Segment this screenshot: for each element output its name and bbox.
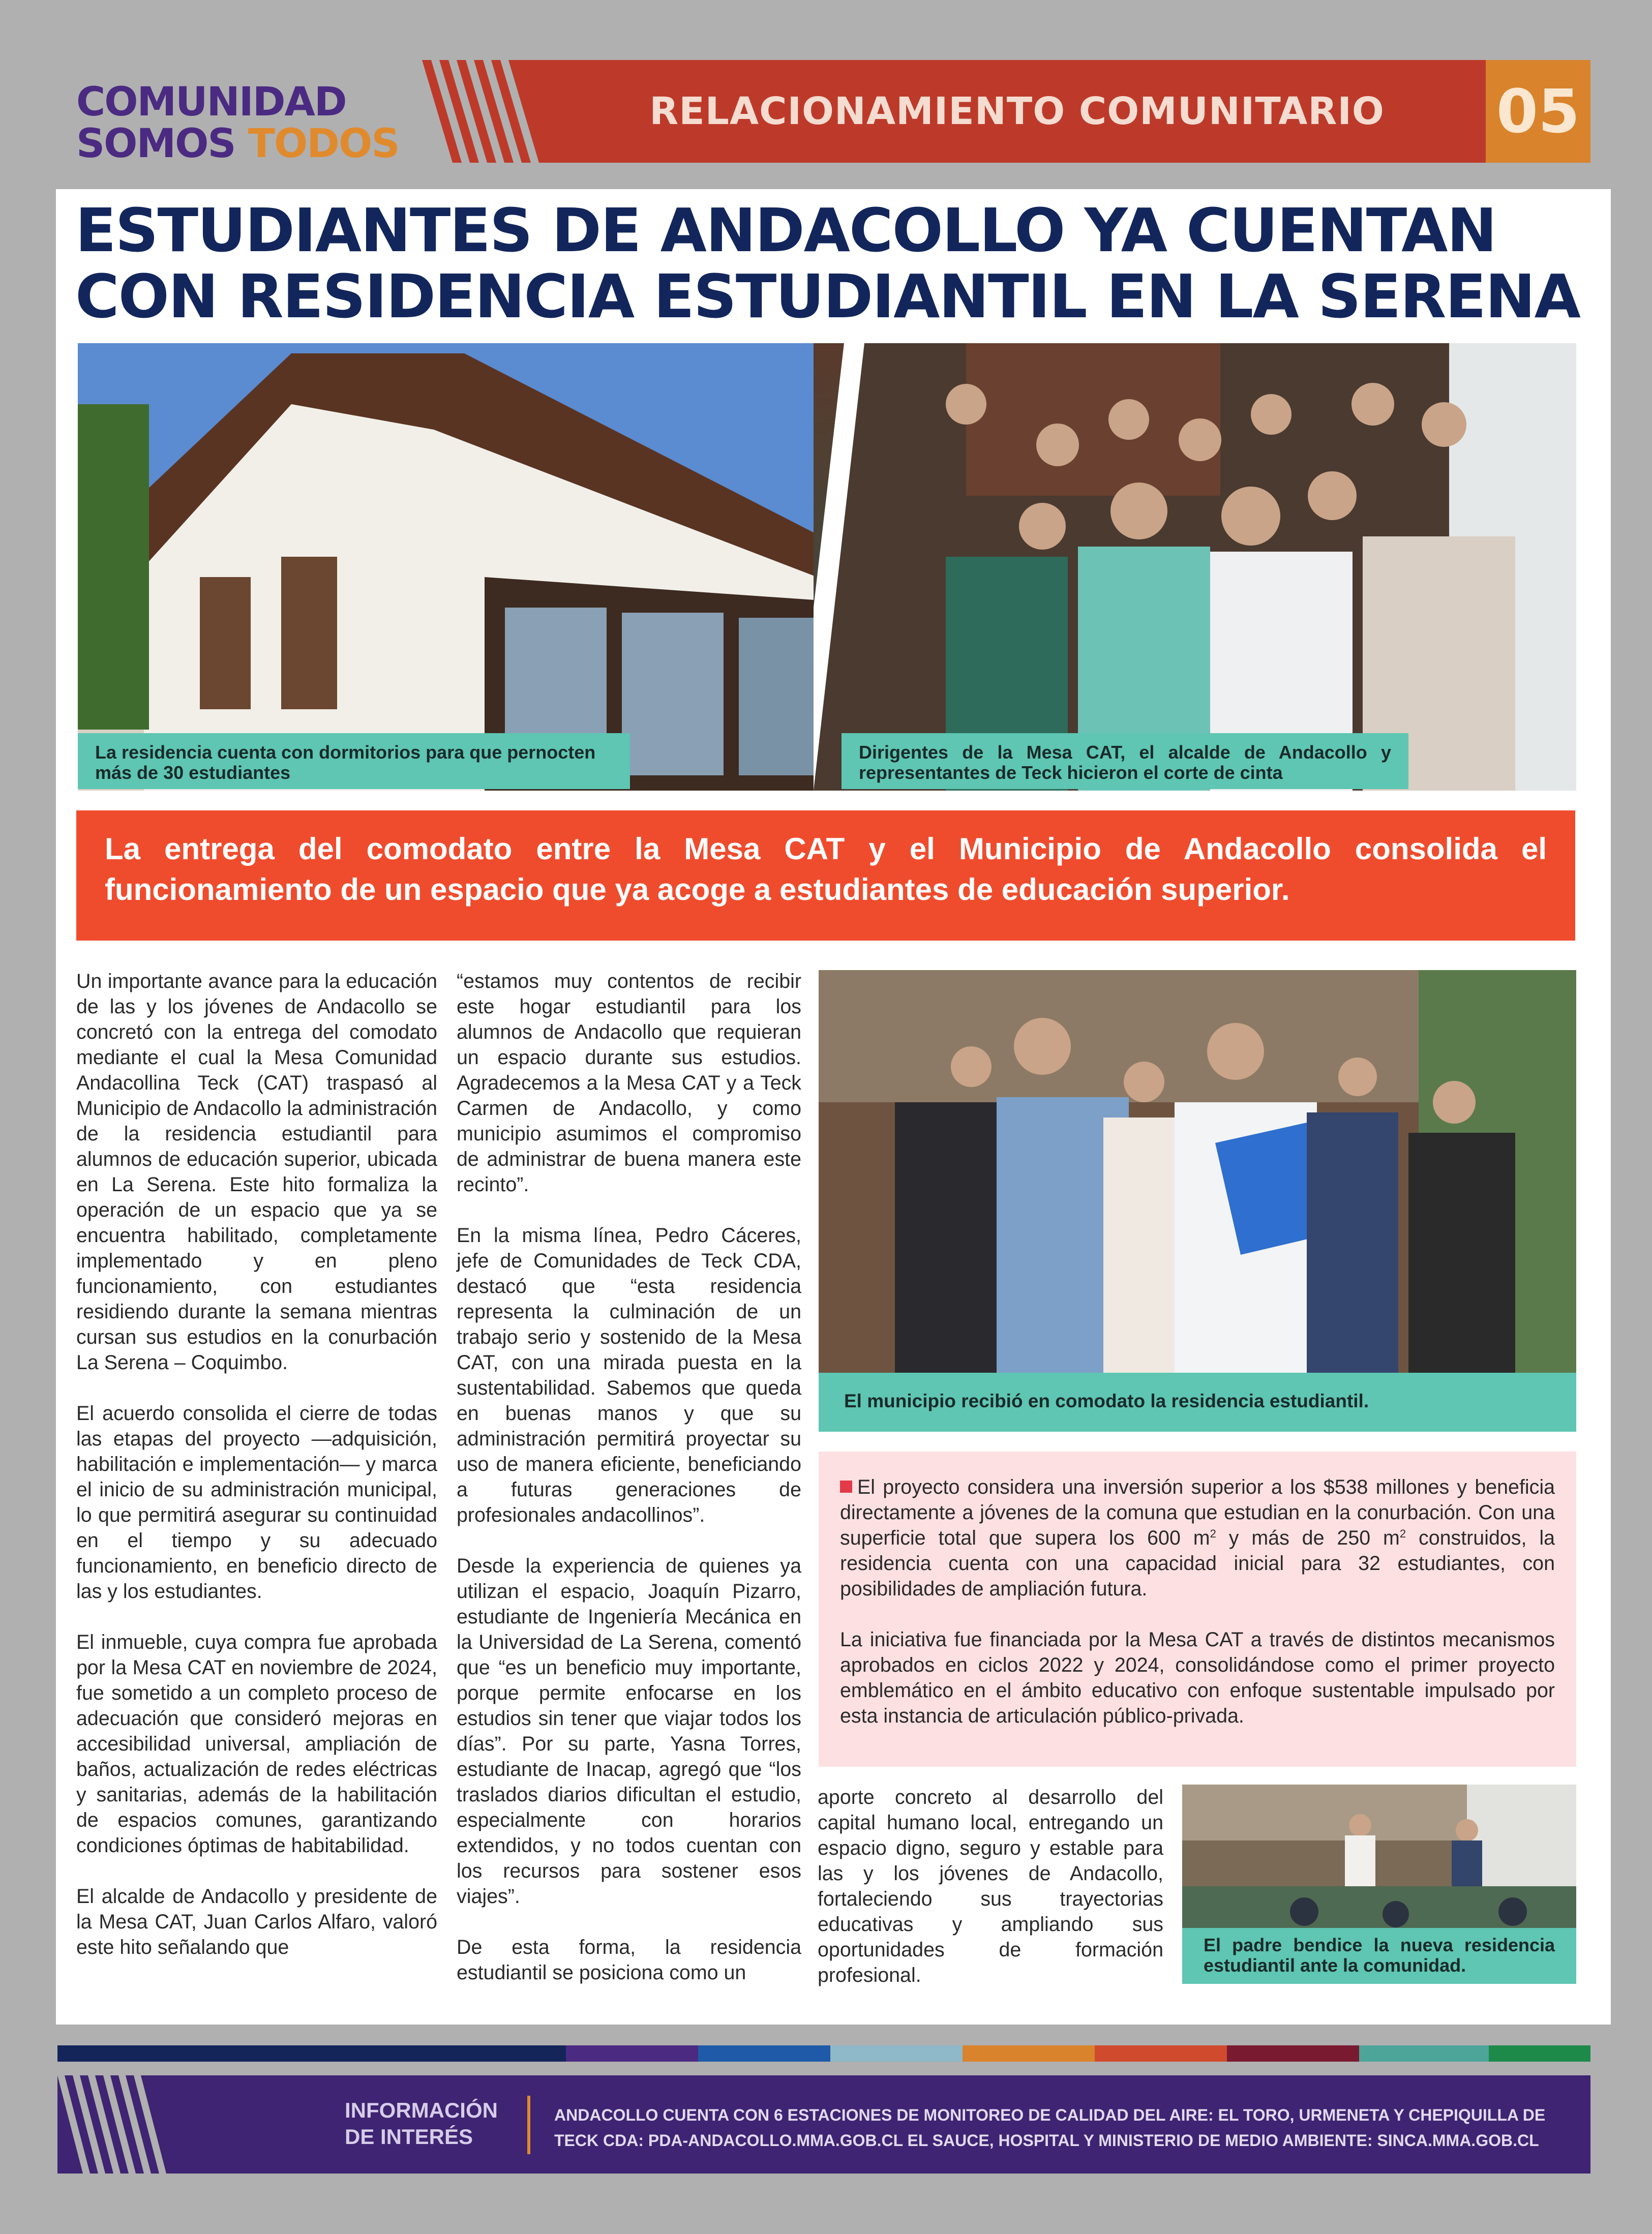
body-column-2 — [457, 969, 801, 2011]
body-column-1 — [76, 969, 437, 1985]
info-box — [819, 1452, 1576, 1767]
caption-handshake: El municipio recibió en comodato la residencia estudiantil. — [819, 1373, 1576, 1432]
footer-info-text: ANDACOLLO CUENTA CON 6 ESTACIONES DE MONITOREO DE CALIDAD DEL AIRE: EL TORO, URMENETA Y CHEPIQUILLA DE TECK CDA: PDA-ANDACOLLO.MMA.GOB.CL EL SAUCE, HOSPITAL Y MINISTERIO DE MEDIO AMBIENTE: SINCA.MMA.GOB.CL — [554, 2106, 1546, 2150]
paragraph: El acuerdo consolida el cierre de todas las etapas del proyecto —adquisición, habilitación e implementación— y marca el inicio de su administración municipal, lo que permitirá asegurar su continuidad en el tiempo y su adecuado funcionamiento, en beneficio directo de las y los estudiantes. — [76, 1402, 437, 1603]
caption-blessing: El padre bendice la nueva residencia estudiantil ante la comunidad. — [1182, 1928, 1576, 1984]
info-text-part: construidos, la residencia cuenta con una capacidad inicial para 32 estudiantes, con posibilidades de ampliación futura. — [840, 1527, 1555, 1600]
house-illustration — [78, 343, 898, 791]
logo-line-2 — [76, 123, 402, 165]
footer-separator — [527, 2096, 530, 2154]
footer-label-line-1: INFORMACIÓN — [345, 2098, 498, 2122]
photo-residence-house — [78, 343, 898, 791]
lead-paragraph: La entrega del comodato entre la Mesa CAT y el Municipio de Andacollo consolida el funcionamiento de un espacio que ya acoge a estudiantes de educación superior. — [76, 810, 1575, 941]
photo-handshake-comodato — [819, 970, 1576, 1373]
brand-logo — [76, 81, 402, 165]
paragraph: aporte concreto al desarrollo del capital humano local, entregando un espacio digno, seguro y estable para las y los jóvenes de Andacollo, fortaleciendo sus trayectorias educativas y ampliando sus oportunidades de formación profesional. — [818, 1786, 1163, 1986]
paragraph: El inmueble, cuya compra fue aprobada por la Mesa CAT en noviembre de 2024, fue sometido a un completo proceso de adecuación que consideró mejoras en accesibilidad universal, ampliación de baños, actualización de redes eléctricas y sanitarias, además de la habilitación de espacios comunes, garantizando condiciones óptimas de habitabilidad. — [76, 1631, 437, 1857]
info-paragraph-2: La iniciativa fue financiada por la Mesa CAT a través de distintos mecanismos aprobados en ciclos 2022 y 2024, consolidándose como el primer proyecto emblemático en el ámbito educativo con enfoque sustentable impulsado por esta instancia de articulación público-privada. — [840, 1628, 1555, 1727]
photo-blessing — [1182, 1785, 1576, 1928]
headline-line-2: CON RESIDENCIA ESTUDIANTIL EN LA SERENA — [75, 261, 1580, 331]
superscript: 2 — [1399, 1527, 1406, 1540]
color-stripe-divider — [57, 2045, 1590, 2062]
caption-ribbon-cutting: Dirigentes de la Mesa CAT, el alcalde de Andacollo y representantes de Teck hicieron el corte de cinta — [842, 733, 1408, 789]
info-text-part: El proyecto considera una inversión superior a los $538 millones y beneficia directamente a jóvenes de la comuna que estudian en la conurbación. Con una superficie total que supera los 600 m — [840, 1476, 1555, 1549]
paragraph: En la misma línea, Pedro Cáceres, jefe de Comunidades de Teck CDA, destacó que “esta residencia representa la culminación de un trabajo serio y sostenido de la Mesa CAT, con una mirada puesta en la sustentabilidad. Sabemos que queda en buenas manos y que su administración permitirá proyectar su uso de manera eficiente, beneficiando a futuras generaciones de profesionales andacollinos”. — [457, 1224, 801, 1526]
info-paragraph-1 — [840, 1474, 1555, 1602]
footer-label-line-2: DE INTERÉS — [345, 2125, 473, 2149]
logo-word-todos: TODOS — [248, 121, 399, 167]
body-column-3 — [818, 1785, 1163, 2013]
photo-ribbon-cutting — [814, 343, 1576, 791]
logo-line-1: COMUNIDAD — [76, 79, 346, 125]
blessing-illustration — [1182, 1785, 1576, 1928]
header-stripes-decoration — [422, 60, 549, 163]
paragraph: De esta forma, la residencia estudiantil se posiciona como un — [457, 1936, 801, 1984]
crowd-illustration — [814, 343, 1576, 791]
bullet-square-icon — [840, 1481, 852, 1493]
paragraph: “estamos muy contentos de recibir este hogar estudiantil para los alumnos de Andacollo que requieran un espacio durante sus estudios. Agradecemos a la Mesa CAT y a Teck Carmen de Andacollo, y como municipio asumimos el compromiso de administrar de buena manera este recinto”. — [457, 970, 801, 1196]
headline-line-1: ESTUDIANTES DE ANDACOLLO YA CUENTAN — [75, 195, 1496, 265]
paragraph: Un importante avance para la educación de las y los jóvenes de Andacollo se concretó con la entrega del comodato mediante el cual la Mesa Comunidad Andacollina Teck (CAT) traspasó al Municipio de Andacollo la administración de la residencia estudiantil para alumnos de educación superior, ubicada en La Serena. Este hito formaliza la operación de un espacio que ya se encuentra habilitado, completamente implementado y en pleno funcionamiento, con estudiantes residiendo durante la semana mientras cursan sus estudios en la conurbación La Serena – Coquimbo. — [76, 970, 437, 1374]
paragraph: Desde la experiencia de quienes ya utilizan el espacio, Joaquín Pizarro, estudiante de Ingeniería Mecánica en la Universidad de La Serena, comentó que “es un beneficio muy importante, porque permite enfocarse en los estudios sin tener que viajar todos los días”. Por su parte, Yasna Torres, estudiante de Inacap, agregó que “los traslados diarios dificultan el estudio, especialmente con horarios extendidos, y no todos cuentan con los recursos para sostener esos viajes”. — [457, 1555, 801, 1908]
info-text-part: y más de 250 m — [1216, 1527, 1400, 1549]
section-title: RELACIONAMIENTO COMUNITARIO — [649, 89, 1385, 133]
footer-stripes-decoration — [57, 2075, 174, 2173]
article-headline — [75, 197, 1596, 329]
caption-residence-house: La residencia cuenta con dormitorios para que pernocten más de 30 estudiantes — [78, 733, 630, 789]
page-number: 05 — [1486, 60, 1590, 163]
footer-label — [345, 2097, 513, 2150]
superscript: 2 — [1210, 1527, 1216, 1540]
paragraph: El alcalde de Andacollo y presidente de la Mesa CAT, Juan Carlos Alfaro, valoró este hito señalando que — [76, 1885, 437, 1958]
handshake-illustration — [819, 970, 1576, 1373]
logo-word-somos: SOMOS — [76, 121, 248, 167]
